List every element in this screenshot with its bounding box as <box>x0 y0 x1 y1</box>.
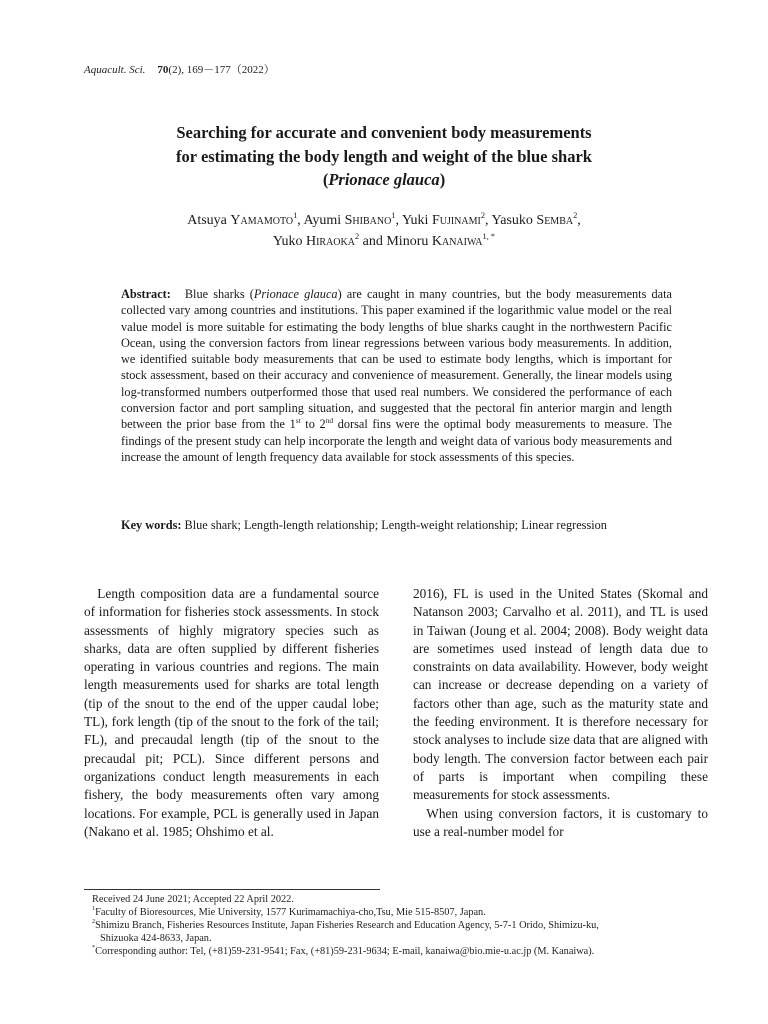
affiliation-1: $^1$Faculty of Bioresources, Mie University, 1577 Kurimamachiya-cho,Tsu, Mie 515-8507, Japan. <box>92 904 486 918</box>
author-list <box>60 210 708 252</box>
title-line-3: (Prionace glauca) <box>322 170 446 189</box>
affiliation-2: $^2$Shimizu Branch, Fisheries Resources Institute, Japan Fisheries Research and Education Agency, 5-7-1 Orido, Shimizu-ku, <box>92 917 599 931</box>
author-line-2 <box>60 231 708 252</box>
keywords-label: Key words: <box>121 518 182 532</box>
body-paragraph: Length composition data are a fundamental source of information for fisheries stock assessments. In stock assessments of highly migratory species such as sharks, data are often supplied by different fisheries operating in various countries and regions. The main length measurements used for sharks are total length (tip of the snout to the end of the upper caudal lobe; TL), fork length (tip of the snout to the fork of the tail; FL), and precaudal length (tip of the snout to the precaudal pit; PCL). Since different persons and organizations conduct length measurements in each fishery, the body measurements often vary among locations. For example, PCL is generally used in Japan (Nakano et al. 1985; Ohshimo et al. <box>84 586 379 839</box>
author-line-1 <box>60 210 708 231</box>
body-paragraph: 2016), FL is used in the United States (Skomal and Natanson 2003; Carvalho et al. 2011), and TL is used in Taiwan (Joung et al. 2004; 2008). Body weight data are sometimes used instead of length data due to constraints on data availability. However, body weight can increase or decrease depending on a variety of factors other than age, such as the maturity state and the feeding environment. It is therefore necessary for stock analyses to include size data that are aligned with body length. The conversion factor between each pair of parts is important when compiling these measurements for stock assessments. <box>413 586 708 803</box>
author: Yuko Hiraoka$^2$ and <box>272 231 387 249</box>
title-line-1: Searching for accurate and convenient body measurements <box>176 123 592 142</box>
body-column-left <box>84 585 379 841</box>
journal-issue-pages: (2), 169－177（2022） <box>168 64 275 76</box>
keywords <box>121 517 681 533</box>
species-name: Prionace glauca <box>328 170 440 189</box>
author: Yuki Fujinami$^2$, <box>402 210 492 228</box>
footnotes <box>92 893 712 958</box>
body-paragraph: When using conversion factors, it is customary to use a real-number model for <box>413 805 708 839</box>
abstract-label: Abstract: <box>121 287 171 301</box>
affiliation-2-cont: Shizuoka 424-8633, Japan. <box>100 933 212 944</box>
journal-volume: 70 <box>157 64 169 76</box>
author: Ayumi Shibano$^1$, <box>303 210 402 228</box>
paper-title <box>60 121 708 192</box>
corresponding-author: *Corresponding author: Tel, (+81)59-231-9541; Fax, (+81)59-231-9634; E-mail, kanaiwa@bio.mie-u.ac.jp (M. Kanaiwa). <box>92 943 595 957</box>
author: Minoru Kanaiwa$^{1, *}$ <box>386 231 496 249</box>
body-column-right <box>413 585 708 841</box>
keywords-text: Blue shark; Length-length relationship; Length-weight relationship; Linear regression <box>181 518 607 532</box>
author: Atsuya Yamamoto$^1$, <box>187 210 304 228</box>
received-dates: Received 24 June 2021; Accepted 22 April 2022. <box>92 894 294 905</box>
abstract: Abstract: Blue sharks (Prionace glauca) are caught in many countries, but the body measurements data collected vary among countries and institutions. This paper examined if the logarithmic value model or the real value model is more suitable for estimating the body lengths of blue sharks caught in the northwestern Pacific Ocean, using the conversion factors from linear regressions between various body measurements. In addition, we identified suitable body measurements that can be used to estimate body lengths, which is important for stock assessment, based on their accuracy and convenience of measurement. Generally, the linear models using log-transformed numbers outperformed those that used real numbers. We considered the performance of each conversion factor and port sampling situation, and suggested that the pectoral fin anterior margin and length between the prior base from the 1st to 2nd dorsal fins were the optimal body measurements to measure. The findings of the present study can help incorporate the length and weight data of various body measurements and increase the amount of length frequency data available for stock assessments of this species. <box>121 287 672 464</box>
author: Yasuko Semba$^2$, <box>491 210 581 228</box>
footnote-divider <box>84 889 380 890</box>
journal-name: Aquacult. Sci. <box>84 64 146 76</box>
journal-citation <box>84 61 275 77</box>
title-line-2: for estimating the body length and weight of the blue shark <box>176 146 592 166</box>
